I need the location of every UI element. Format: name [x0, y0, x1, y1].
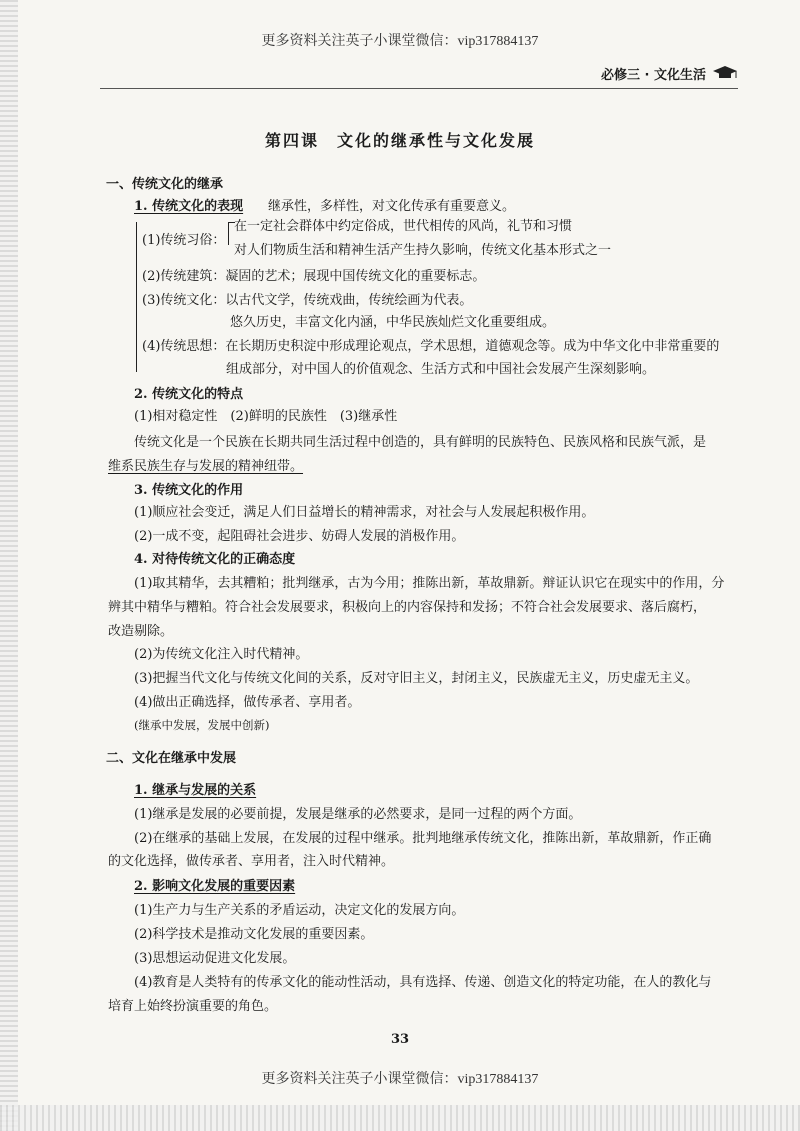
s2-p2-4b: 培育上始终扮演重要的角色。	[108, 999, 278, 1014]
s1-custom-b: 对人们物质生活和精神生活产生持久影响，传统文化基本形式之一	[234, 243, 612, 258]
s1-p4-4: (4)做出正确选择，做传承者、享用者。	[134, 695, 361, 710]
s2-p2-4a: (4)教育是人类特有的传承文化的能动性活动，具有选择、传递、创造文化的特定功能，在人的教化与	[134, 975, 712, 990]
lesson-title: 第四课 文化的继承性与文化发展	[264, 131, 535, 150]
watermark-bottom: 更多资料关注英子小课堂微信：vip317884137	[261, 1072, 539, 1087]
s2-p2-3: (3)思想运动促进文化发展。	[134, 951, 296, 966]
running-header	[601, 64, 738, 83]
s1-custom-a: 在一定社会群体中约定俗成，世代相传的风尚，礼节和习惯	[234, 219, 573, 234]
s1-custom-label: (1)传统习俗：	[142, 233, 226, 248]
s2-p1-2a: (2)在继承的基础上发展，在发展的过程中继承。批判地继承传统文化，推陈出新，革故鼎新，作正确	[134, 831, 712, 846]
s1-thought-b: 组成部分，对中国人的价值观念、生活方式和中国社会发展产生深刻影响。	[226, 362, 656, 377]
s1-p1-brace	[136, 222, 137, 372]
s1-p2-def-a: 传统文化是一个民族在长期共同生活过程中创造的，具有鲜明的民族特色、民族风格和民族气派，是	[134, 435, 707, 450]
watermark-top: 更多资料关注英子小课堂微信：vip317884137	[261, 34, 539, 49]
s2-p1-title	[134, 782, 256, 800]
s2-p1-1: (1)继承是发展的必要前提，发展是继承的必然要求，是同一过程的两个方面。	[134, 807, 582, 822]
s1-p2-def-b-text: 维系民族生存与发展的精神纽带。	[108, 459, 304, 474]
s2-p2-title	[134, 878, 295, 896]
section2-heading: 二、文化在继承中发展	[106, 751, 237, 766]
header-rule	[100, 88, 738, 89]
s2-p2-title-text: 2. 影响文化发展的重要因素	[134, 879, 296, 894]
s1-arch: (2)传统建筑：凝固的艺术；展现中国传统文化的重要标志。	[142, 269, 486, 284]
s1-p3-title: 3. 传统文化的作用	[134, 483, 244, 498]
s1-p1-note: 继承性，多样性，对文化传承有重要意义。	[268, 199, 516, 214]
s1-p4-1a: (1)取其精华，去其糟粕；批判继承，古为今用；推陈出新，革故鼎新。辩证认识它在现实中的作用，分	[134, 576, 725, 591]
s1-p1-title-text: 1. 传统文化的表现	[134, 199, 244, 214]
s1-p2-title: 2. 传统文化的特点	[134, 387, 244, 402]
section1-heading: 一、传统文化的继承	[106, 177, 224, 192]
s1-p3-1: (1)顺应社会变迁，满足人们日益增长的精神需求，对社会与人发展起积极作用。	[134, 505, 595, 520]
page-number: 33	[390, 1032, 410, 1047]
s1-p2-items: (1)相对稳定性 (2)鲜明的民族性 (3)继承性	[134, 409, 398, 424]
s1-p2-def-b	[108, 458, 303, 476]
scan-edge-left	[0, 0, 18, 1131]
s1-thought-a: (4)传统思想：在长期历史积淀中形成理论观点，学术思想，道德观念等。成为中华文化中非常重要的	[142, 339, 720, 354]
s1-p1-title	[134, 198, 243, 216]
s1-p4-1b: 辨其中精华与糟粕。符合社会发展要求，积极向上的内容保持和发扬；不符合社会发展要求、落后腐朽，	[108, 600, 707, 615]
scan-edge-bottom	[0, 1105, 800, 1131]
s1-culture-note: 悠久历史，丰富文化内涵，中华民族灿烂文化重要组成。	[230, 315, 556, 330]
s2-p1-2b: 的文化选择，做传承者、享用者，注入时代精神。	[108, 854, 395, 869]
s1-p4-note: (继承中发展，发展中创新)	[134, 718, 270, 732]
graduation-cap-icon	[712, 65, 738, 83]
s2-p1-title-text: 1. 继承与发展的关系	[134, 783, 257, 798]
s1-p4-title: 4. 对待传统文化的正确态度	[134, 552, 296, 567]
s1-p4-2: (2)为传统文化注入时代精神。	[134, 647, 309, 662]
s1-p3-2: (2)一成不变，起阻碍社会进步、妨碍人发展的消极作用。	[134, 529, 465, 544]
header-label: 必修三 · 文化生活	[601, 68, 706, 83]
s2-p2-2: (2)科学技术是推动文化发展的重要因素。	[134, 927, 374, 942]
s1-p4-1c: 改造剔除。	[108, 624, 174, 639]
s1-culture: (3)传统文化：以古代文学，传统戏曲，传统绘画为代表。	[142, 293, 473, 308]
s1-p4-3: (3)把握当代文化与传统文化间的关系，反对守旧主义，封闭主义，民族虚无主义，历史虚无主义。	[134, 671, 699, 686]
s2-p2-1: (1)生产力与生产关系的矛盾运动，决定文化的发展方向。	[134, 903, 465, 918]
